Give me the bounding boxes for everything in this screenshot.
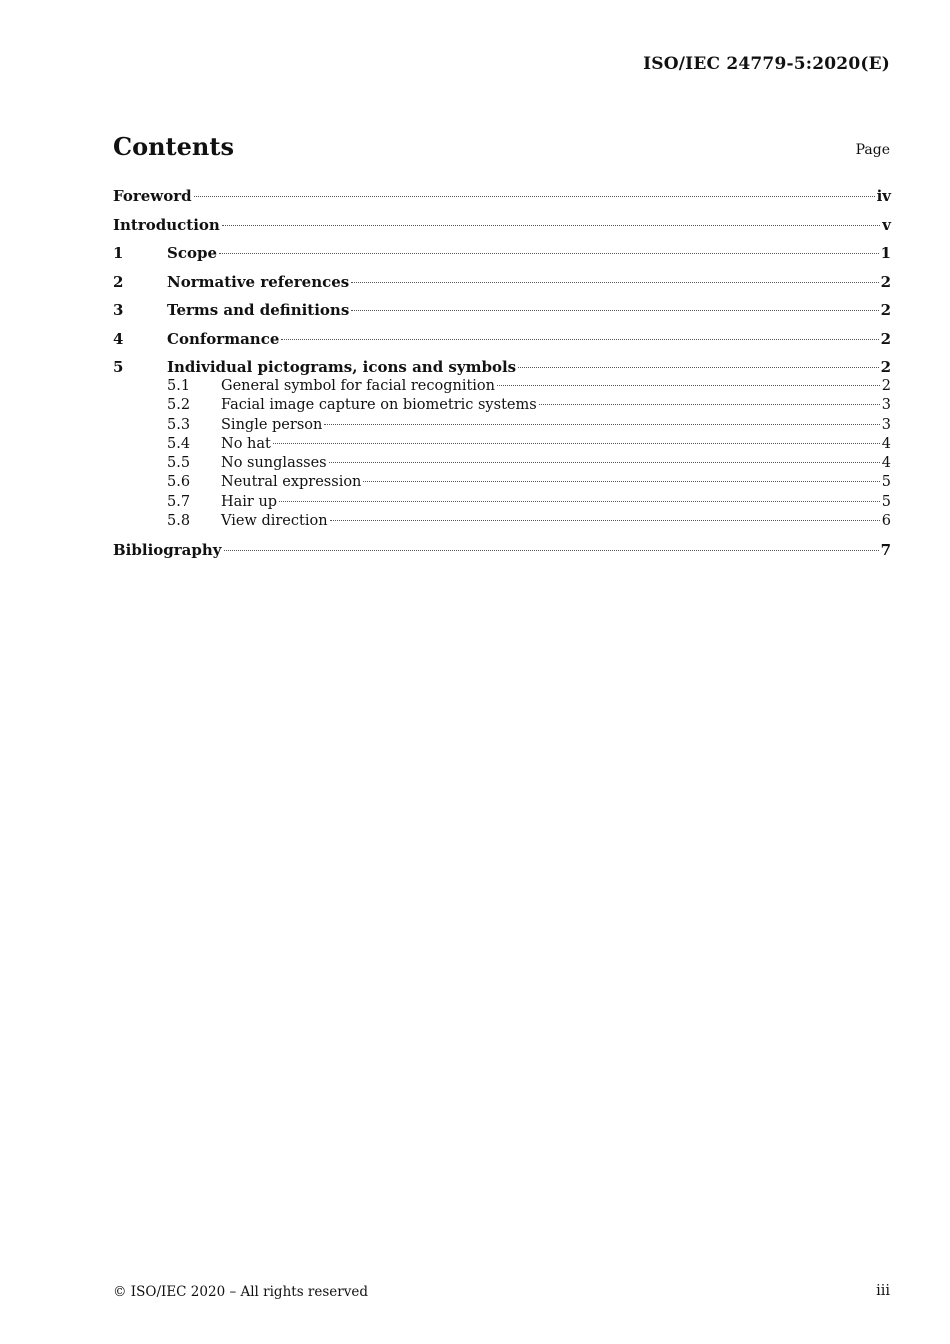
toc-page: v: [882, 215, 891, 234]
toc-number: 5.7: [167, 493, 191, 510]
toc-page: 2: [880, 329, 891, 348]
dot-leader: [279, 501, 880, 502]
toc-number: 5.1: [167, 378, 191, 394]
dot-leader: [281, 339, 878, 340]
toc-label: Normative references: [167, 272, 350, 291]
toc-entry-5-3[interactable]: [113, 416, 891, 435]
dot-leader: [219, 253, 879, 254]
toc-page: 4: [881, 455, 891, 472]
toc-entry-foreword[interactable]: [113, 186, 891, 215]
page-column-label: Page: [855, 142, 890, 158]
toc-entry-clause-5[interactable]: [113, 357, 891, 377]
toc-label: Hair up: [221, 493, 278, 510]
dot-leader: [351, 310, 878, 311]
page-number: iii: [876, 1283, 890, 1299]
toc-label: Single person: [221, 416, 323, 433]
toc-entry-clause-4[interactable]: [113, 329, 891, 358]
toc-label: No hat: [221, 435, 271, 452]
toc-entry-5-4[interactable]: [113, 435, 891, 454]
toc-entry-clause-1[interactable]: [113, 243, 891, 272]
toc-entry-clause-2[interactable]: [113, 272, 891, 301]
toc-page: 3: [881, 416, 891, 433]
dot-leader: [351, 282, 878, 283]
toc-entry-bibliography[interactable]: [113, 540, 891, 569]
toc-entry-5-1[interactable]: [113, 377, 891, 396]
toc-label: View direction: [221, 513, 328, 530]
toc-number: 5.5: [167, 455, 191, 472]
dot-leader: [539, 404, 880, 405]
dot-leader: [329, 462, 880, 463]
toc-label: Facial image capture on biometric systems: [221, 397, 537, 414]
toc-page: 2: [880, 301, 891, 319]
toc-page: 2: [880, 272, 891, 291]
dot-leader: [224, 550, 879, 551]
toc-label: No sunglasses: [221, 455, 327, 472]
toc-number: 3: [113, 301, 124, 319]
toc-page: 5: [881, 474, 891, 491]
toc-page: iv: [876, 187, 891, 205]
toc-page: 5: [881, 493, 891, 510]
toc-number: 1: [113, 244, 124, 262]
toc-number: 4: [113, 329, 124, 348]
dot-leader: [194, 196, 875, 197]
dot-leader: [222, 225, 880, 226]
toc-number: 5.8: [167, 513, 191, 530]
page-title: Contents: [113, 132, 234, 161]
toc-label: Foreword: [113, 187, 192, 205]
toc-entry-clause-3[interactable]: [113, 300, 891, 329]
toc-label: Neutral expression: [221, 474, 362, 491]
toc-page: 3: [881, 397, 891, 414]
toc-entry-5-6[interactable]: [113, 473, 891, 492]
toc-page: 6: [881, 513, 891, 530]
toc-page: 4: [881, 435, 891, 452]
toc-number: 5.4: [167, 435, 191, 452]
toc-number: 5.6: [167, 474, 191, 491]
toc-number: 5.2: [167, 397, 191, 414]
dot-leader: [330, 520, 880, 521]
toc-entry-5-8[interactable]: [113, 512, 891, 540]
toc-label: Bibliography: [113, 541, 222, 560]
toc-entry-5-5[interactable]: [113, 454, 891, 473]
dot-leader: [497, 385, 880, 386]
toc-entry-5-7[interactable]: [113, 493, 891, 512]
toc-page: 1: [880, 244, 891, 262]
toc-label: Introduction: [113, 215, 220, 234]
toc-page: 2: [880, 358, 891, 376]
dot-leader: [324, 424, 879, 425]
copyright-notice: © ISO/IEC 2020 – All rights reserved: [113, 1284, 368, 1300]
toc-label: Terms and definitions: [167, 301, 350, 319]
toc-number: 2: [113, 272, 124, 291]
toc-entry-5-2[interactable]: [113, 396, 891, 415]
dot-leader: [273, 443, 880, 444]
toc-page: 7: [880, 541, 891, 560]
toc-entry-introduction[interactable]: [113, 215, 891, 244]
dot-leader: [363, 481, 879, 482]
toc-label: General symbol for facial recognition: [221, 378, 495, 394]
dot-leader: [518, 367, 878, 368]
toc-label: Conformance: [167, 329, 280, 348]
toc-number: 5: [113, 358, 124, 376]
toc-number: 5.3: [167, 416, 191, 433]
toc-label: Individual pictograms, icons and symbols: [167, 358, 517, 376]
table-of-contents: [113, 186, 891, 569]
toc-label: Scope: [167, 244, 218, 262]
toc-page: 2: [881, 378, 891, 394]
document-id: ISO/IEC 24779-5:2020(E): [643, 54, 890, 74]
